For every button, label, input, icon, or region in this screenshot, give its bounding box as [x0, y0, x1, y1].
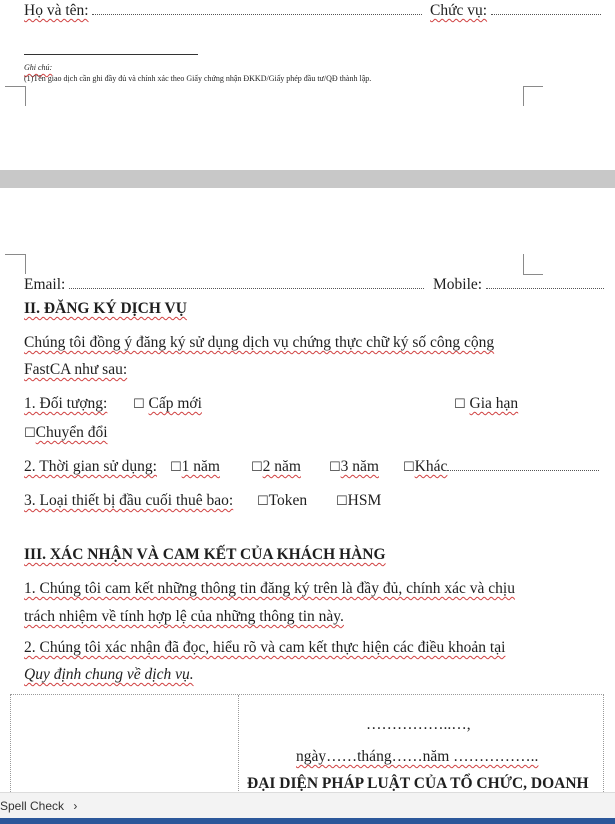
name-label: Họ và tên: [24, 2, 89, 19]
checkbox-new-box[interactable]: ☐ [133, 397, 145, 412]
section-3-title: III. XÁC NHẬN VÀ CAM KẾT CỦA KHÁCH HÀNG [24, 546, 386, 563]
checkbox-convert[interactable] [24, 424, 108, 442]
crop-mark-bottom-right-h [523, 86, 543, 87]
crop-mark-bottom-left [5, 86, 26, 106]
commit-1-line-2: trách nhiệm về tính hợp lệ của những thông tin này. [24, 608, 344, 625]
spell-check-label: Spell Check [0, 799, 65, 813]
chevron-right-icon: › [73, 799, 78, 813]
checkbox-3-year-label: 3 năm [340, 458, 379, 475]
sign-date[interactable]: ngày……tháng……năm …………….. [296, 748, 539, 765]
name-field-dots[interactable] [92, 2, 422, 15]
sign-place[interactable]: ……………..…, [366, 716, 471, 733]
footnote-separator [24, 54, 198, 55]
checkbox-renew-box[interactable]: ☐ [454, 397, 466, 412]
email-field-dots[interactable] [69, 276, 424, 289]
section-2-title: II. ĐĂNG KÝ DỊCH VỤ [24, 300, 187, 317]
commit-1-line-1: 1. Chúng tôi cam kết những thông tin đăng ký trên là đầy đủ, chính xác và chịu [24, 580, 515, 597]
checkbox-convert-label: Chuyển đổi [35, 424, 108, 441]
checkbox-2-year[interactable] [251, 458, 301, 476]
crop-mark-top-right-h [523, 274, 543, 275]
note-title: Ghi chú: [24, 63, 53, 72]
checkbox-other-box[interactable]: ☐ [403, 460, 415, 475]
checkbox-1-year-box[interactable]: ☐ [170, 460, 182, 475]
status-bar [0, 792, 615, 819]
note-text: (1)Tên giao dịch cần ghi đầy đủ và chính xác theo Giấy chứng nhận ĐKKD/Giấy phép đầu tư/QĐ thành lập. [24, 74, 372, 83]
item-3-label: 3. Loại thiết bị đầu cuối thuê bao: [24, 492, 234, 509]
page-1 [0, 0, 615, 170]
intro-line-1: Chúng tôi đồng ý đăng ký sử dụng dịch vụ chứng thực chữ ký số công cộng [24, 334, 495, 351]
checkbox-token-label: Token [268, 492, 308, 509]
checkbox-hsm[interactable] [336, 492, 381, 510]
checkbox-renew[interactable] [454, 395, 518, 413]
page-2 [0, 188, 615, 792]
commit-2-line-1: 2. Chúng tôi xác nhận đã đọc, hiểu rõ và cam kết thực hiện các điều khoản tại [24, 639, 506, 656]
checkbox-new-label: Cấp mới [148, 395, 202, 412]
sign-representative: ĐẠI DIỆN PHÁP LUẬT CỦA TỔ CHỨC, DOANH [247, 775, 589, 792]
position-label: Chức vụ: [430, 2, 488, 19]
spell-check-button[interactable] [0, 799, 77, 813]
signature-table-divider [238, 695, 239, 795]
checkbox-hsm-label: HSM [347, 492, 382, 509]
commit-2-line-2: Quy định chung về dịch vụ. [24, 666, 194, 683]
other-field-dots[interactable] [447, 458, 599, 471]
checkbox-renew-label: Gia hạn [469, 395, 519, 412]
position-field-dots[interactable] [491, 2, 601, 15]
page-separator [0, 170, 615, 188]
checkbox-token-box[interactable]: ☐ [257, 494, 269, 509]
checkbox-2-year-box[interactable]: ☐ [251, 460, 263, 475]
mobile-label: Mobile: [433, 276, 483, 293]
mobile-field-dots[interactable] [486, 276, 604, 289]
crop-mark-bottom-right [523, 86, 544, 106]
taskbar-edge [0, 818, 615, 824]
intro-line-2: FastCA như sau: [24, 361, 128, 378]
crop-mark-top-left [5, 254, 25, 255]
item-1-label: 1. Đối tượng: [24, 395, 108, 412]
crop-mark-top-left-v [25, 254, 26, 274]
checkbox-1-year-label: 1 năm [181, 458, 220, 475]
checkbox-1-year[interactable] [170, 458, 220, 476]
checkbox-convert-box[interactable]: ☐ [24, 426, 36, 441]
checkbox-hsm-box[interactable]: ☐ [336, 494, 348, 509]
checkbox-3-year-box[interactable]: ☐ [329, 460, 341, 475]
email-label: Email: [24, 276, 66, 293]
item-2-label: 2. Thời gian sử dụng: [24, 458, 157, 475]
checkbox-other[interactable] [403, 458, 599, 476]
crop-mark-top-right [523, 254, 524, 274]
crop-mark-bottom-left-h [5, 86, 25, 87]
checkbox-token[interactable] [257, 492, 307, 510]
checkbox-2-year-label: 2 năm [262, 458, 301, 475]
checkbox-new[interactable] [133, 395, 202, 413]
checkbox-other-label: Khác [414, 458, 448, 475]
checkbox-3-year[interactable] [329, 458, 379, 476]
